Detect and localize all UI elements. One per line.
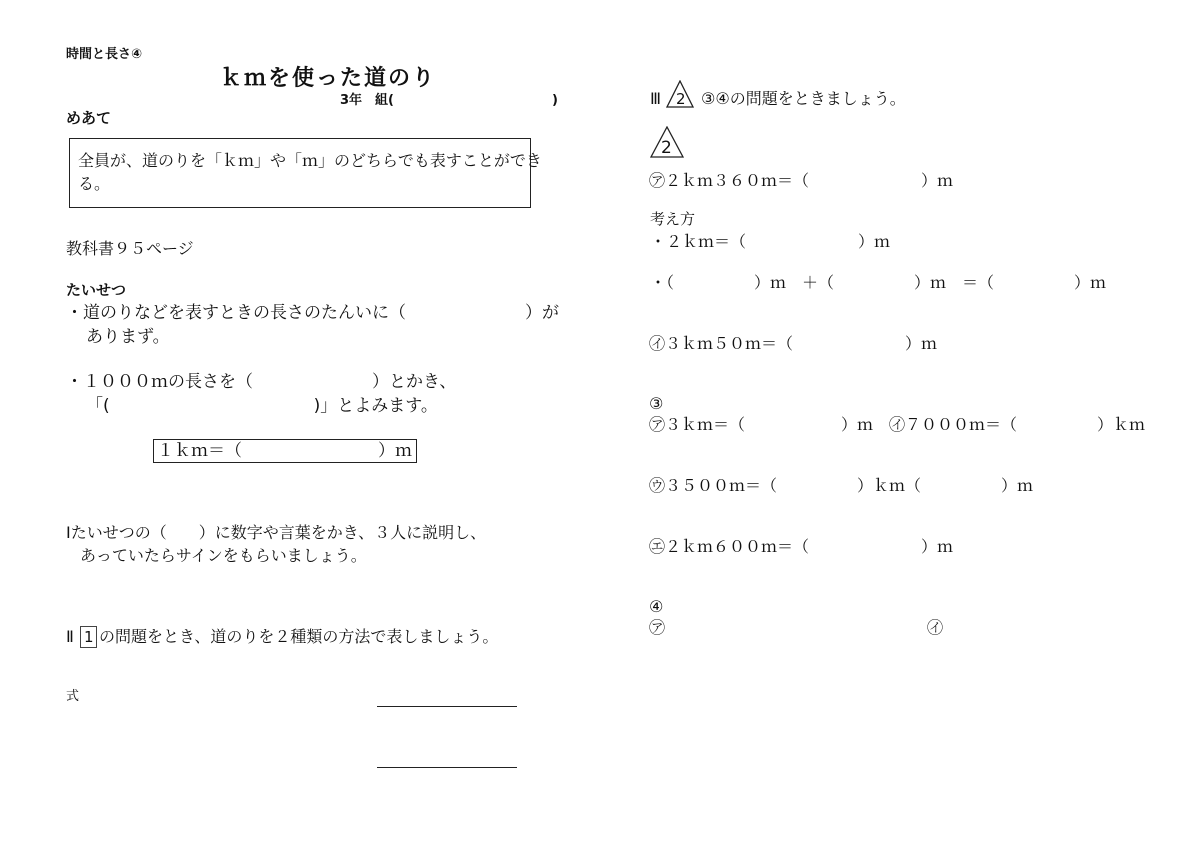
section3-prefix: Ⅲ — [650, 89, 662, 108]
meate-line-1: 全員が、道のりを「ｋｍ」や「ｍ」のどちらでも表すことができ — [78, 151, 542, 170]
taisetsu-heading: たいせつ — [66, 281, 127, 299]
taisetsu-item-2b: 「( )」とよみます。 — [86, 396, 438, 416]
problem2-a: ㋐２ｋｍ３６０ｍ＝（ ）ｍ — [649, 171, 954, 190]
section1-line-1: Ⅰたいせつの（ ）に数字や言葉をかき、３人に説明し、 — [66, 523, 487, 542]
problem2-tri-number: 2 — [661, 138, 672, 158]
section2-boxed-number: 1 — [80, 626, 97, 648]
problem2-step-1: ・２ｋｍ＝（ ）ｍ — [650, 232, 891, 251]
taisetsu-item-1a: ・道のりなどを表すときの長さのたんいに（ ）が — [66, 303, 559, 323]
class-line: 3年 組( — [340, 93, 394, 108]
section2-prefix: Ⅱ — [66, 627, 74, 646]
meate-line-2: る。 — [78, 174, 111, 193]
textbook-page: 教科書９５ページ — [66, 239, 194, 258]
problem3-a-i: ㋐３ｋｍ＝（ ）ｍ ㋑７０００ｍ＝（ ）ｋｍ — [649, 415, 1146, 434]
formula-box — [153, 439, 417, 463]
section1-line-2: あっていたらサインをもらいましょう。 — [80, 546, 367, 565]
problem3-e: ㋓２ｋｍ６００ｍ＝（ ）ｍ — [649, 537, 954, 556]
answer-line-1 — [377, 706, 517, 707]
kangaekata-label: 考え方 — [650, 210, 696, 228]
formula-text: １ｋｍ＝（ ）ｍ — [157, 441, 412, 461]
taisetsu-item-2a: ・１０００ｍの長さを（ ）とかき、 — [66, 372, 457, 392]
section3-tri-number: 2 — [676, 90, 686, 108]
meate-heading: めあて — [66, 109, 112, 127]
section3-text: ③④の問題をときましょう。 — [701, 89, 906, 108]
taisetsu-item-1b: ありまず。 — [86, 327, 170, 347]
problem3-label: ③ — [649, 394, 664, 413]
problem3-u: ㋒３５００ｍ＝（ ）ｋｍ（ ）ｍ — [649, 476, 1034, 495]
meate-box — [69, 138, 542, 208]
answer-line-2 — [377, 767, 517, 768]
problem4-a: ㋐ — [649, 618, 666, 637]
problem4-i: ㋑ — [927, 618, 944, 637]
problem2-step-2: ・（ ）ｍ ＋（ ）ｍ ＝（ ）ｍ — [650, 273, 1107, 292]
shiki-label: 式 — [66, 689, 80, 704]
page-title: ｋｍを使った道のり — [220, 66, 437, 91]
problem4-label: ④ — [649, 597, 664, 616]
unit-label: 時間と長さ④ — [66, 47, 143, 62]
section2-text: の問題をとき、道のりを２種類の方法で表しましょう。 — [99, 627, 499, 646]
problem2-i: ㋑３ｋｍ５０ｍ＝（ ）ｍ — [649, 334, 938, 353]
class-line-close: ) — [552, 93, 558, 108]
